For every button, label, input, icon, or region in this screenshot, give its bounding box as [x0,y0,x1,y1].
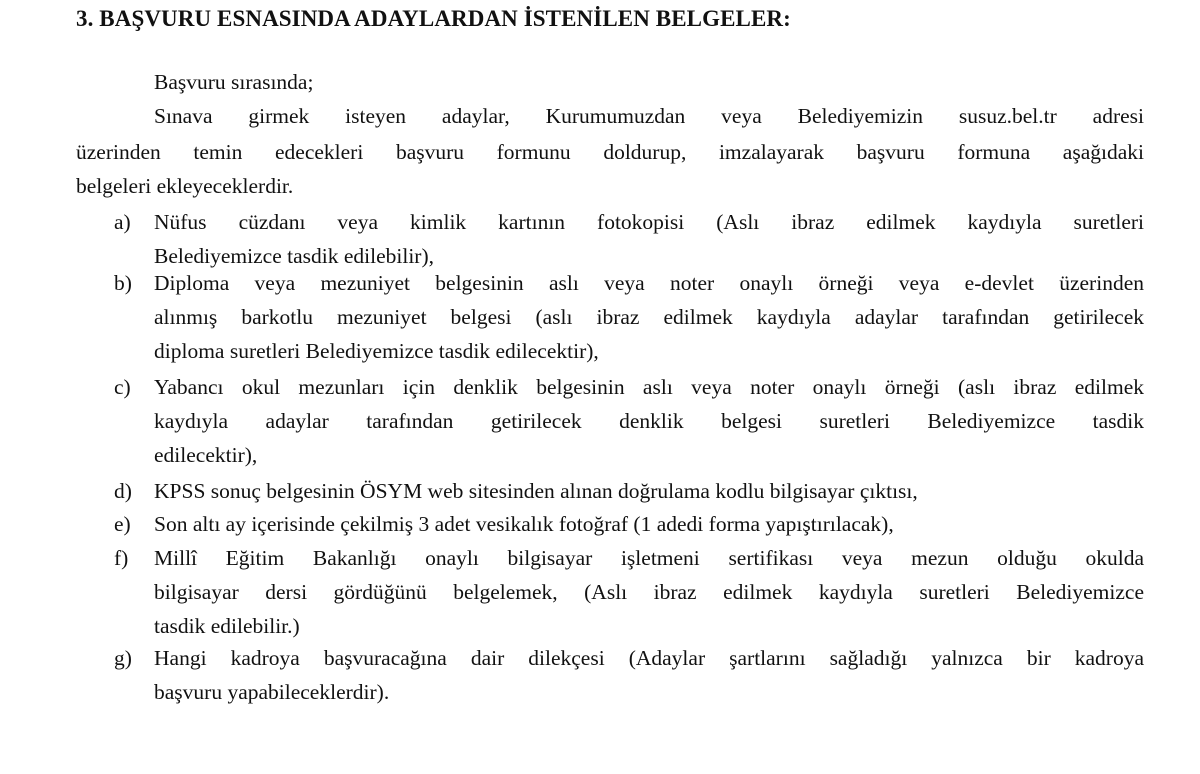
list-item-line: Yabancı okul mezunları için denklik belgesinin aslı veya noter onaylı örneği (aslı ibraz edilmek [154,375,1144,399]
list-item-line: Nüfus cüzdanı veya kimlik kartının fotokopisi (Aslı ibraz edilmek kaydıyla suretleri [154,210,1144,234]
list-item-line: alınmış barkotlu mezuniyet belgesi (aslı ibraz edilmek kaydıyla adaylar tarafından getirilecek [154,305,1144,329]
list-item-label-a: a) [114,210,131,234]
list-item-label-b: b) [114,271,132,295]
list-item-line: başvuru yapabileceklerdir). [154,680,390,704]
list-item-f [154,543,1144,645]
list-item-line: Diploma veya mezuniyet belgesinin aslı veya noter onaylı örneği veya e-devlet üzerinden [154,271,1144,295]
list-item-label-e: e) [114,512,131,536]
list-item-line: bilgisayar dersi gördüğünü belgelemek, (Aslı ibraz edilmek kaydıyla suretleri Belediyemizce [154,580,1144,604]
intro-line-1: Başvuru sırasında; [154,70,314,94]
list-item-line: Son altı ay içerisinde çekilmiş 3 adet vesikalık fotoğraf (1 adedi forma yapıştırılacak), [154,512,894,536]
list-item-d [154,476,1144,510]
list-item-e [154,509,1144,543]
section-heading: 3. BAŞVURU ESNASINDA ADAYLARDAN İSTENİLEN BELGELER: [76,6,791,31]
list-item-line: KPSS sonuç belgesinin ÖSYM web sitesinden alınan doğrulama kodlu bilgisayar çıktısı, [154,479,918,503]
list-item-g [154,643,1144,711]
list-item-line: diploma suretleri Belediyemizce tasdik edilecektir), [154,339,599,363]
list-item-label-g: g) [114,646,132,670]
list-item-line: kaydıyla adaylar tarafından getirilecek denklik belgesi suretleri Belediyemizce tasdik [154,409,1144,433]
intro-line-2: Sınava girmek isteyen adaylar, Kurumumuzdan veya Belediyemizin susuz.bel.tr adresi [154,104,1144,128]
list-item-b [154,268,1144,370]
list-item-line: Millî Eğitim Bakanlığı onaylı bilgisayar işletmeni sertifikası veya mezun olduğu okulda [154,546,1144,570]
list-item-line: Belediyemizce tasdik edilebilir), [154,244,434,268]
list-item-line: edilecektir), [154,443,258,467]
list-item-label-c: c) [114,375,131,399]
list-item-a [154,207,1144,275]
list-item-line: Hangi kadroya başvuracağına dair dilekçesi (Adaylar şartlarını sağladığı yalnızca bir kadroya [154,646,1144,670]
list-item-label-d: d) [114,479,132,503]
list-item-line: tasdik edilebilir.) [154,614,300,638]
list-item-c [154,372,1144,474]
intro-line-4: belgeleri ekleyeceklerdir. [76,174,294,198]
intro-line-3: üzerinden temin edecekleri başvuru formunu doldurup, imzalayarak başvuru formuna aşağıdaki [76,140,1144,164]
list-item-label-f: f) [114,546,129,570]
